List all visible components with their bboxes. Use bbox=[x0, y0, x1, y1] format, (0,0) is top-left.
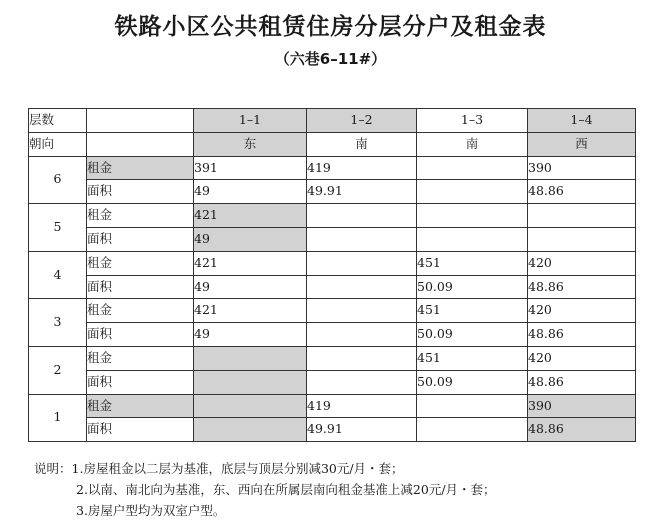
rent-cell: 420 bbox=[528, 346, 636, 370]
unit-header-1: 1–1 bbox=[194, 109, 307, 133]
area-cell bbox=[307, 275, 417, 299]
floor-number: 2 bbox=[29, 346, 87, 394]
area-cell bbox=[307, 370, 417, 394]
rent-cell: 421 bbox=[194, 299, 307, 323]
rent-cell: 419 bbox=[307, 156, 417, 180]
floor-number: 3 bbox=[29, 299, 87, 347]
floor-number: 4 bbox=[29, 251, 87, 299]
unit-header-4: 1–4 bbox=[528, 109, 636, 133]
rent-cell bbox=[194, 394, 307, 418]
rent-label: 租金 bbox=[87, 156, 194, 180]
table-row bbox=[29, 227, 636, 251]
rent-cell: 420 bbox=[528, 251, 636, 275]
header-row-units bbox=[29, 109, 636, 133]
area-label: 面积 bbox=[87, 227, 194, 251]
table-row bbox=[29, 156, 636, 180]
note-line bbox=[34, 500, 654, 521]
area-cell: 49.91 bbox=[307, 418, 417, 442]
floor-number: 5 bbox=[29, 204, 87, 252]
rent-cell bbox=[194, 346, 307, 370]
area-label: 面积 bbox=[87, 418, 194, 442]
floor-number: 6 bbox=[29, 156, 87, 204]
area-cell: 49.91 bbox=[307, 180, 417, 204]
table-row bbox=[29, 346, 636, 370]
rent-cell bbox=[417, 204, 528, 228]
rent-cell: 420 bbox=[528, 299, 636, 323]
table-row bbox=[29, 251, 636, 275]
rent-cell: 419 bbox=[307, 394, 417, 418]
rent-cell: 390 bbox=[528, 394, 636, 418]
rent-cell bbox=[307, 204, 417, 228]
empty-header-cell bbox=[87, 132, 194, 156]
area-cell: 50.09 bbox=[417, 275, 528, 299]
table-row bbox=[29, 370, 636, 394]
rent-cell bbox=[307, 251, 417, 275]
note-item-2: 2.以南、南北向为基准，东、西向在所属层南向租金基准上减20元/月・套； bbox=[76, 482, 496, 497]
table-row bbox=[29, 323, 636, 347]
area-cell: 50.09 bbox=[417, 370, 528, 394]
rent-cell: 451 bbox=[417, 299, 528, 323]
area-cell: 50.09 bbox=[417, 323, 528, 347]
rent-label: 租金 bbox=[87, 251, 194, 275]
area-cell bbox=[417, 180, 528, 204]
notes-label: 说明： bbox=[34, 461, 72, 476]
orientation-3: 南 bbox=[417, 132, 528, 156]
orientation-2: 南 bbox=[307, 132, 417, 156]
area-label: 面积 bbox=[87, 275, 194, 299]
area-cell bbox=[194, 370, 307, 394]
area-cell: 48.86 bbox=[528, 418, 636, 442]
rent-label: 租金 bbox=[87, 204, 194, 228]
rent-cell: 391 bbox=[194, 156, 307, 180]
area-label: 面积 bbox=[87, 180, 194, 204]
rent-cell: 390 bbox=[528, 156, 636, 180]
orientation-1: 东 bbox=[194, 132, 307, 156]
area-cell: 48.86 bbox=[528, 370, 636, 394]
area-cell: 49 bbox=[194, 323, 307, 347]
area-label: 面积 bbox=[87, 370, 194, 394]
area-cell bbox=[528, 227, 636, 251]
note-item-3: 3.房屋户型均为双室户型。 bbox=[76, 503, 226, 518]
rent-label: 租金 bbox=[87, 346, 194, 370]
floor-header: 层数 bbox=[29, 109, 87, 133]
rent-cell bbox=[528, 204, 636, 228]
area-cell bbox=[194, 418, 307, 442]
floor-number: 1 bbox=[29, 394, 87, 442]
table-row bbox=[29, 204, 636, 228]
area-label: 面积 bbox=[87, 323, 194, 347]
table-row bbox=[29, 180, 636, 204]
unit-header-3: 1–3 bbox=[417, 109, 528, 133]
rent-cell: 451 bbox=[417, 346, 528, 370]
area-cell: 49 bbox=[194, 180, 307, 204]
rent-cell bbox=[417, 156, 528, 180]
rent-cell: 421 bbox=[194, 204, 307, 228]
area-cell: 48.86 bbox=[528, 275, 636, 299]
rent-table bbox=[28, 108, 636, 442]
header-row-orientation bbox=[29, 132, 636, 156]
orientation-4: 西 bbox=[528, 132, 636, 156]
rent-cell bbox=[417, 394, 528, 418]
rent-cell: 421 bbox=[194, 251, 307, 275]
page-title: 铁路小区公共租赁住房分层分户及租金表 bbox=[114, 14, 547, 40]
rent-label: 租金 bbox=[87, 394, 194, 418]
table-row bbox=[29, 299, 636, 323]
area-cell: 49 bbox=[194, 227, 307, 251]
table-row bbox=[29, 418, 636, 442]
table-row bbox=[29, 275, 636, 299]
page-subtitle: （六巷6–11#） bbox=[274, 50, 387, 68]
area-cell: 48.86 bbox=[528, 323, 636, 347]
area-cell bbox=[307, 227, 417, 251]
orientation-header: 朝向 bbox=[29, 132, 87, 156]
area-cell bbox=[307, 323, 417, 347]
note-item-1: 1.房屋租金以二层为基准，底层与顶层分别减30元/月・套； bbox=[71, 461, 404, 476]
rent-cell bbox=[307, 346, 417, 370]
table-row bbox=[29, 394, 636, 418]
area-cell bbox=[417, 418, 528, 442]
rent-cell bbox=[307, 299, 417, 323]
note-line bbox=[34, 458, 654, 479]
notes-section bbox=[34, 458, 654, 521]
area-cell: 49 bbox=[194, 275, 307, 299]
note-line bbox=[34, 479, 654, 500]
unit-header-2: 1–2 bbox=[307, 109, 417, 133]
empty-header-cell bbox=[87, 109, 194, 133]
rent-cell: 451 bbox=[417, 251, 528, 275]
rent-label: 租金 bbox=[87, 299, 194, 323]
area-cell bbox=[417, 227, 528, 251]
area-cell: 48.86 bbox=[528, 180, 636, 204]
